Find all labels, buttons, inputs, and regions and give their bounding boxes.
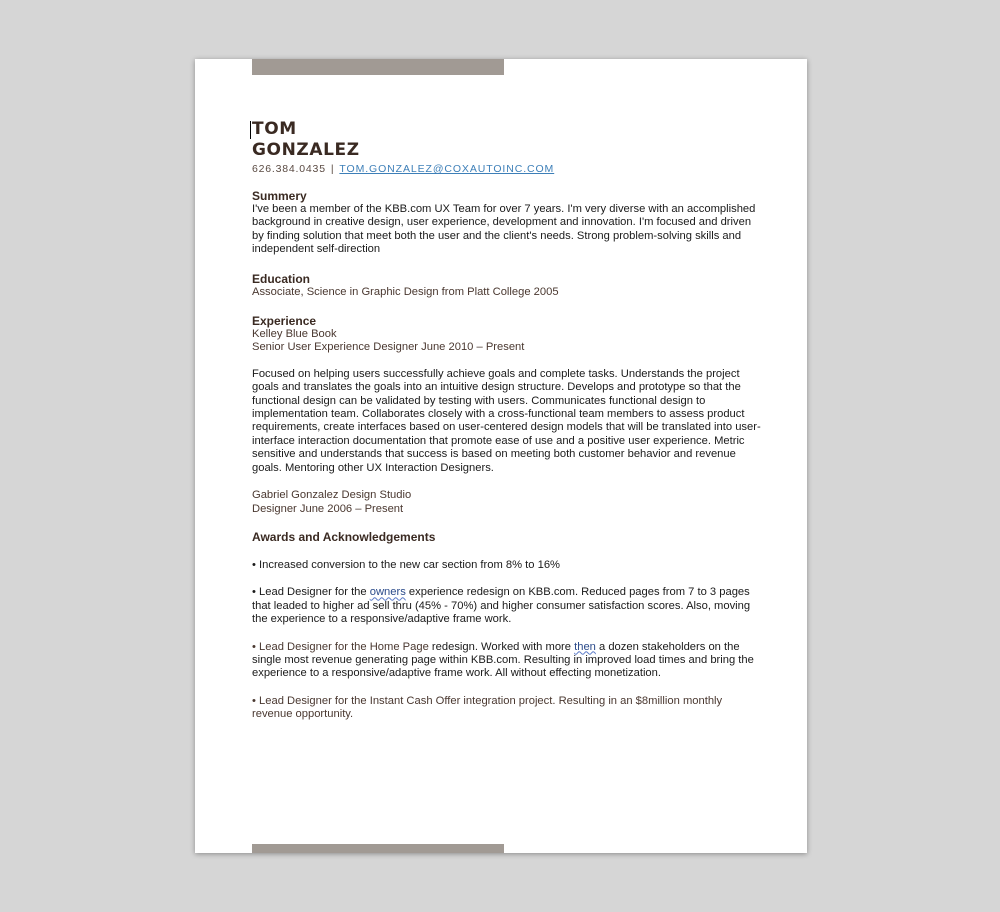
- top-accent-bar: [252, 59, 504, 75]
- last-name: GONZALEZ: [252, 140, 360, 160]
- education-heading: Education: [252, 271, 311, 286]
- job-company: Gabriel Gonzalez Design Studio: [252, 489, 412, 502]
- contact-line: [252, 162, 762, 176]
- award-item: [252, 695, 762, 722]
- bullet: •: [252, 640, 256, 653]
- awards-heading: Awards and Acknowledgements: [252, 529, 436, 544]
- misspelled-word[interactable]: owners: [369, 586, 406, 599]
- award-item: [252, 641, 762, 681]
- first-name: TOM: [252, 119, 297, 139]
- text-cursor: [250, 121, 251, 139]
- award-text-post: a dozen stakeholders on the single most revenue generating page within KBB.com. Resulting in improved load times and bring the experience to a responsive/adaptive frame work. All without effecting monetization.: [252, 640, 754, 680]
- contact-separator: |: [330, 163, 335, 175]
- award-text: Lead Designer for the Instant Cash Offer integration project. Resulting in an $8million monthly revenue opportunity.: [252, 694, 723, 721]
- experience-heading: Experience: [252, 314, 317, 329]
- bullet: •: [252, 586, 256, 599]
- award-text-lead: Lead Designer for the Home Page: [259, 640, 429, 653]
- job-role: Designer June 2006 – Present: [252, 502, 404, 515]
- name-block: [252, 119, 762, 161]
- resume-page: [195, 59, 807, 853]
- award-text-pre: redesign. Worked with more: [431, 640, 571, 653]
- job-company: Kelley Blue Book: [252, 328, 337, 341]
- award-item: [252, 586, 762, 626]
- misspelled-word[interactable]: then: [574, 640, 596, 653]
- award-text: Increased conversion to the new car section from 8% to 16%: [259, 558, 561, 571]
- bottom-accent-bar: [252, 844, 504, 853]
- award-text-pre: Lead Designer for the: [259, 586, 367, 599]
- job-description: Focused on helping users successfully achieve goals and complete tasks. Understands the project goals and translates the goals into an intuitive design structure. Develops and prototype so that the functional design can be validated by testing with users. Communicates functional design to implementation team. Collaborates closely with a cross-functional team members to assess product requirements, create interfaces based on user-centered design models that will be translated into user-interface interaction documentation that promote ease of use and a positive user experience. Metric sensitive and understands that success is based on meeting both customer behavior and revenue goals. Mentoring other UX Interaction Designers.: [252, 367, 761, 474]
- award-text-post: experience redesign on KBB.com. Reduced pages from 7 to 3 pages that leaded to higher ad sell thru (45% - 70%) and higher consumer satisfaction scores. Also, moving the experience to a responsive/adaptive frame work.: [252, 586, 751, 626]
- award-item: [252, 559, 762, 572]
- summary-heading: Summery: [252, 189, 307, 203]
- bullet: •: [252, 558, 256, 571]
- education-text: Associate, Science in Graphic Design from Platt College 2005: [252, 285, 559, 298]
- resume-content: [252, 119, 762, 722]
- summary-text: I've been a member of the KBB.com UX Team for over 7 years. I'm very diverse with an accomplished background in creative design, user experience, development and innovation. I'm focused and driven by finding solution that meet both the user and the client's needs. Strong problem-solving skills and independent self-direction: [252, 203, 756, 256]
- email-link[interactable]: TOM.GONZALEZ@COXAUTOINC.COM: [339, 163, 555, 175]
- phone-number: 626.384.0435: [252, 163, 326, 175]
- bullet: •: [252, 694, 256, 707]
- job-role: Senior User Experience Designer June 2010 – Present: [252, 341, 525, 354]
